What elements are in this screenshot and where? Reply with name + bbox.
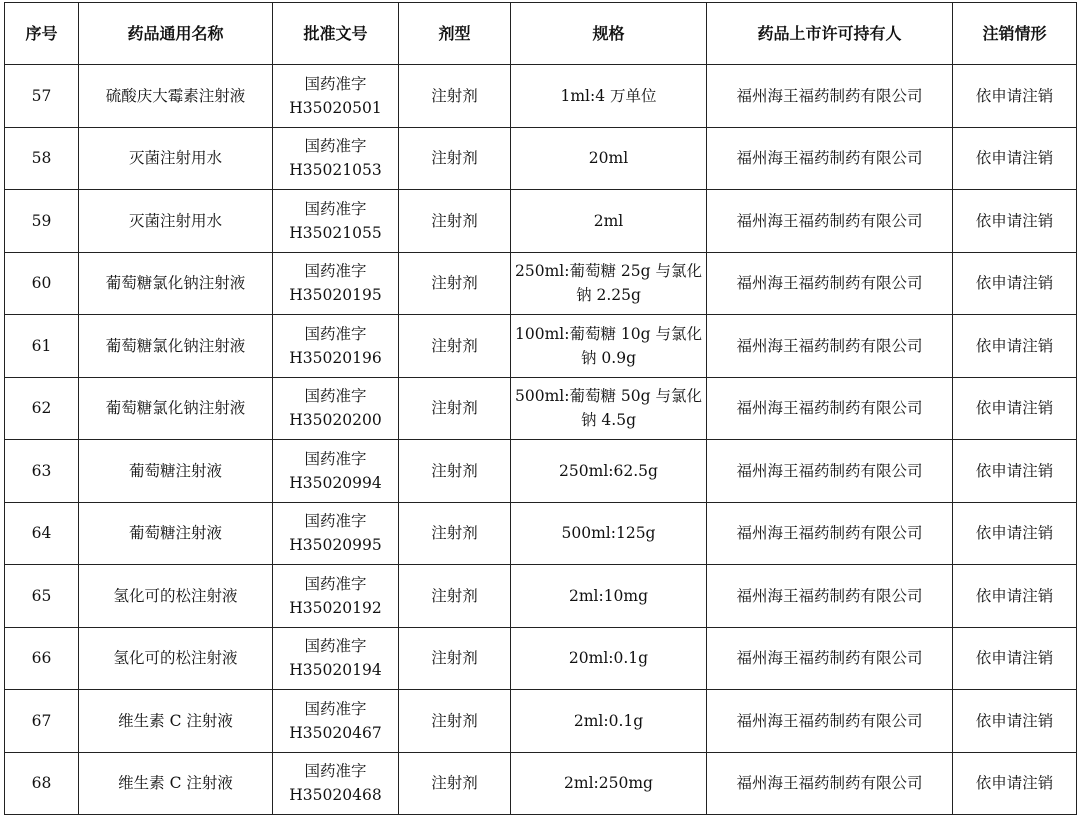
cell-drug-name: 氢化可的松注射液 [79,565,273,628]
approval-prefix: 国药准字 [304,637,367,656]
cell-license-holder: 福州海王福药制药有限公司 [707,190,953,253]
cell-license-holder: 福州海王福药制药有限公司 [707,627,953,690]
header-row [5,3,1077,65]
cell-approval-number [273,627,399,690]
cell-dosage-form: 注射剂 [399,752,511,815]
table-row [5,440,1077,503]
cell-serial-number: 62 [5,377,79,440]
approval-code: H35020995 [289,536,382,555]
approval-code: H35020194 [289,661,382,680]
cell-serial-number: 58 [5,127,79,190]
approval-code: H35020192 [289,598,382,617]
cell-dosage-form: 注射剂 [399,252,511,315]
cell-serial-number: 59 [5,190,79,253]
cell-dosage-form: 注射剂 [399,440,511,503]
cell-license-holder: 福州海王福药制药有限公司 [707,252,953,315]
cell-dosage-form: 注射剂 [399,315,511,378]
cell-specification: 100ml:葡萄糖 10g 与氯化钠 0.9g [511,315,707,378]
approval-prefix: 国药准字 [304,262,367,281]
cell-approval-number [273,565,399,628]
cell-drug-name: 灭菌注射用水 [79,190,273,253]
cell-dosage-form: 注射剂 [399,565,511,628]
cell-approval-number [273,502,399,565]
cell-drug-name: 葡萄糖氯化钠注射液 [79,315,273,378]
cell-approval-number [273,377,399,440]
cell-dosage-form: 注射剂 [399,377,511,440]
cell-license-holder: 福州海王福药制药有限公司 [707,440,953,503]
cell-license-holder: 福州海王福药制药有限公司 [707,690,953,753]
cell-approval-number [273,690,399,753]
table-row [5,690,1077,753]
cell-cancellation-status: 依申请注销 [953,627,1077,690]
cell-specification: 500ml:葡萄糖 50g 与氯化钠 4.5g [511,377,707,440]
cell-license-holder: 福州海王福药制药有限公司 [707,502,953,565]
cell-approval-number [273,127,399,190]
approval-prefix: 国药准字 [304,199,367,218]
cell-cancellation-status: 依申请注销 [953,252,1077,315]
cell-dosage-form: 注射剂 [399,690,511,753]
cell-specification: 500ml:125g [511,502,707,565]
header-drug-name: 药品通用名称 [79,3,273,65]
cell-license-holder: 福州海王福药制药有限公司 [707,565,953,628]
cell-cancellation-status: 依申请注销 [953,440,1077,503]
cell-serial-number: 66 [5,627,79,690]
cell-license-holder: 福州海王福药制药有限公司 [707,127,953,190]
cell-drug-name: 葡萄糖注射液 [79,440,273,503]
cell-specification: 1ml:4 万单位 [511,65,707,128]
approval-code: H35020200 [289,411,382,430]
cell-drug-name: 维生素 C 注射液 [79,690,273,753]
cell-license-holder: 福州海王福药制药有限公司 [707,315,953,378]
approval-prefix: 国药准字 [304,449,367,468]
approval-code: H35020994 [289,473,382,492]
approval-prefix: 国药准字 [304,512,367,531]
table-row [5,190,1077,253]
cell-drug-name: 维生素 C 注射液 [79,752,273,815]
cell-drug-name: 硫酸庆大霉素注射液 [79,65,273,128]
cell-license-holder: 福州海王福药制药有限公司 [707,377,953,440]
approval-prefix: 国药准字 [304,387,367,406]
table-row [5,315,1077,378]
cell-dosage-form: 注射剂 [399,627,511,690]
cell-serial-number: 67 [5,690,79,753]
table-row [5,565,1077,628]
approval-prefix: 国药准字 [304,137,367,156]
header-serial-number: 序号 [5,3,79,65]
cell-serial-number: 60 [5,252,79,315]
cell-drug-name: 灭菌注射用水 [79,127,273,190]
cell-serial-number: 65 [5,565,79,628]
approval-code: H35020196 [289,348,382,367]
cell-approval-number [273,190,399,253]
cell-specification: 2ml [511,190,707,253]
table-row [5,252,1077,315]
cell-cancellation-status: 依申请注销 [953,315,1077,378]
approval-code: H35020195 [289,286,382,305]
table-row [5,502,1077,565]
cell-drug-name: 葡萄糖氯化钠注射液 [79,377,273,440]
table-row [5,377,1077,440]
cell-specification: 20ml:0.1g [511,627,707,690]
cell-serial-number: 63 [5,440,79,503]
approval-code: H35021053 [289,161,382,180]
approval-code: H35020467 [289,723,382,742]
header-cancellation-status: 注销情形 [953,3,1077,65]
cell-serial-number: 64 [5,502,79,565]
approval-code: H35020468 [289,786,382,805]
table-row [5,127,1077,190]
header-dosage-form: 剂型 [399,3,511,65]
cell-serial-number: 61 [5,315,79,378]
cell-drug-name: 葡萄糖注射液 [79,502,273,565]
cell-cancellation-status: 依申请注销 [953,190,1077,253]
cell-dosage-form: 注射剂 [399,502,511,565]
cell-cancellation-status: 依申请注销 [953,502,1077,565]
cell-dosage-form: 注射剂 [399,127,511,190]
cell-drug-name: 氢化可的松注射液 [79,627,273,690]
approval-prefix: 国药准字 [304,324,367,343]
table-row [5,752,1077,815]
cell-specification: 250ml:62.5g [511,440,707,503]
table-body [5,65,1077,815]
table-row [5,627,1077,690]
table-row [5,65,1077,128]
approval-prefix: 国药准字 [304,74,367,93]
cell-license-holder: 福州海王福药制药有限公司 [707,65,953,128]
cell-specification: 2ml:10mg [511,565,707,628]
header-license-holder: 药品上市许可持有人 [707,3,953,65]
cell-specification: 2ml:250mg [511,752,707,815]
cell-cancellation-status: 依申请注销 [953,690,1077,753]
cell-cancellation-status: 依申请注销 [953,752,1077,815]
cell-cancellation-status: 依申请注销 [953,377,1077,440]
cell-cancellation-status: 依申请注销 [953,127,1077,190]
cell-specification: 20ml [511,127,707,190]
cell-cancellation-status: 依申请注销 [953,565,1077,628]
cell-approval-number [273,65,399,128]
cell-cancellation-status: 依申请注销 [953,65,1077,128]
cell-approval-number [273,752,399,815]
drug-cancellation-table [4,2,1077,815]
approval-code: H35020501 [289,98,382,117]
cell-approval-number [273,315,399,378]
cell-dosage-form: 注射剂 [399,190,511,253]
cell-serial-number: 68 [5,752,79,815]
cell-dosage-form: 注射剂 [399,65,511,128]
approval-code: H35021055 [289,223,382,242]
approval-prefix: 国药准字 [304,699,367,718]
cell-serial-number: 57 [5,65,79,128]
header-specification: 规格 [511,3,707,65]
cell-approval-number [273,440,399,503]
cell-specification: 250ml:葡萄糖 25g 与氯化钠 2.25g [511,252,707,315]
cell-specification: 2ml:0.1g [511,690,707,753]
approval-prefix: 国药准字 [304,574,367,593]
cell-approval-number [273,252,399,315]
cell-drug-name: 葡萄糖氯化钠注射液 [79,252,273,315]
header-approval-number: 批准文号 [273,3,399,65]
cell-license-holder: 福州海王福药制药有限公司 [707,752,953,815]
approval-prefix: 国药准字 [304,762,367,781]
